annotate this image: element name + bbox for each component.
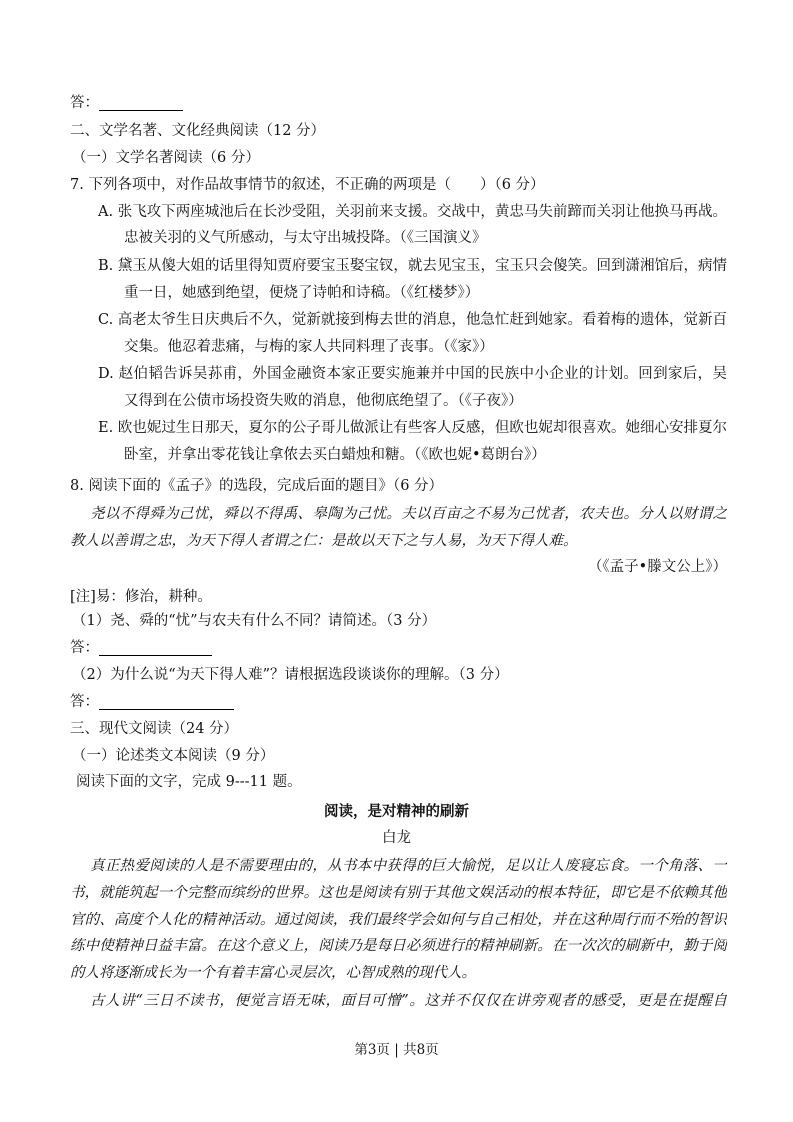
q7-option-d: D. 赵伯韬告诉吴荪甫，外国金融资本家正要实施兼并中国的民族中小企业的计划。回到家后，吴 [98, 366, 727, 382]
answer-blank[interactable] [99, 96, 183, 111]
q7-option-b-cont: 重一日，她感到绝望，便烧了诗帕和诗稿。（《红楼梦》） [124, 285, 480, 301]
section3-sub1: （一）论述类文本阅读（9 分） [72, 748, 275, 764]
page-footer: 第3页 | 共8页 [354, 1042, 439, 1058]
article-line: 古人讲“三日不读书，便觉言语无味，面目可憎”。这并不仅仅在讲旁观者的感受，更是在提醒自 [90, 993, 727, 1009]
q7-stem: 7. 下列各项中，对作品故事情节的叙述，不正确的两项是（ ）（6 分） [70, 177, 545, 193]
q7-option-c-cont: 交集。他忍着悲痛，与梅的家人共同料理了丧事。（《家》） [124, 339, 494, 355]
answer-blank[interactable] [99, 641, 212, 656]
section2-sub1: （一）文学名著阅读（6 分） [72, 150, 260, 166]
q7-option-b: B. 黛玉从傻大姐的话里得知贾府要宝玉娶宝钗，就去见宝玉，宝玉只会傻笑。回到潇湘馆后，病情 [98, 258, 727, 274]
section3-instruction: 阅读下面的文字，完成 9---11 题。 [76, 774, 302, 790]
answer-label: 答： [70, 95, 99, 111]
article-line: 真正热爱阅读的人是不需要理由的，从书本中获得的巨大愉悦，足以让人废寝忘食。一个角落、一 [90, 858, 727, 874]
answer-blank[interactable] [99, 695, 234, 710]
section3-heading: 三、现代文阅读（24 分） [70, 721, 239, 737]
article-line: 官的、高度个人化的精神活动。通过阅读，我们最终学会如何与自己相处，并在这种周行而不殆的智识 [70, 912, 727, 928]
article-title: 阅读，是对精神的刷新 [324, 804, 469, 820]
q8-passage-line: 尧以不得舜为己忧，舜以不得禹、皋陶为己忧。夫以百亩之不易为己忧者，农夫也。分人以财谓之 [90, 506, 727, 522]
q7-option-a: A. 张飞攻下两座城池后在长沙受阻，关羽前来支援。交战中，黄忠马失前蹄而关羽让他换马再战。 [98, 204, 727, 220]
q7-option-c: C. 高老太爷生日庆典后不久，觉新就接到梅去世的消息，他急忙赶到她家。看着梅的遗体，觉新百 [98, 312, 727, 328]
q7-option-a-cont: 忠被关羽的义气所感动，与太守出城投降。（《三国演义》 [124, 230, 487, 246]
q8-source: （《孟子•滕文公上》） [587, 559, 727, 575]
q8-stem: 8. 阅读下面的《孟子》的选段，完成后面的题目》（6 分） [70, 478, 444, 494]
answer-line-prev [70, 93, 183, 113]
article-line: 练中使精神日益丰富。在这个意义上，阅读乃是每日必须进行的精神刷新。在一次次的刷新中，勤于阅 [70, 938, 727, 954]
answer-label: 答： [70, 694, 99, 710]
q7-option-e-cont: 卧室，并拿出零花钱让拿侬去买白蜡烛和糖。（《欧也妮•葛朗台》） [124, 447, 546, 463]
section2-heading: 二、文学名著、文化经典阅读（12 分） [70, 123, 326, 139]
q8-note: [注]易：修治，耕种。 [70, 589, 212, 605]
q7-option-e: E. 欧也妮过生日那天，夏尔的公子哥儿做派让有些客人反感，但欧也妮却很喜欢。她细心安排夏尔 [98, 420, 727, 436]
q8-sub2-answer [70, 692, 234, 712]
answer-label: 答： [70, 640, 99, 656]
q7-option-d-cont: 又得到在公债市场投资失败的消息，他彻底绝望了。（《子夜》） [124, 393, 523, 409]
q8-sub1: （1）尧、舜的“忧”与农夫有什么不同？请简述。（3 分） [72, 613, 437, 629]
q8-sub1-answer [70, 638, 212, 658]
article-line: 书，就能筑起一个完整而缤纷的世界。这也是阅读有别于其他文娱活动的根本特征，即它是不依赖其他 [70, 885, 727, 901]
q8-passage-line: 教人以善谓之忠，为天下得人者谓之仁：是故以天下之与人易，为天下得人难。 [70, 533, 578, 549]
article-author: 白龙 [382, 830, 411, 846]
q8-sub2: （2）为什么说“为天下得人难”？请根据选段谈谈你的理解。（3 分） [72, 667, 509, 683]
article-line: 的人将逐渐成长为一个有着丰富心灵层次，心智成熟的现代人。 [70, 965, 476, 981]
